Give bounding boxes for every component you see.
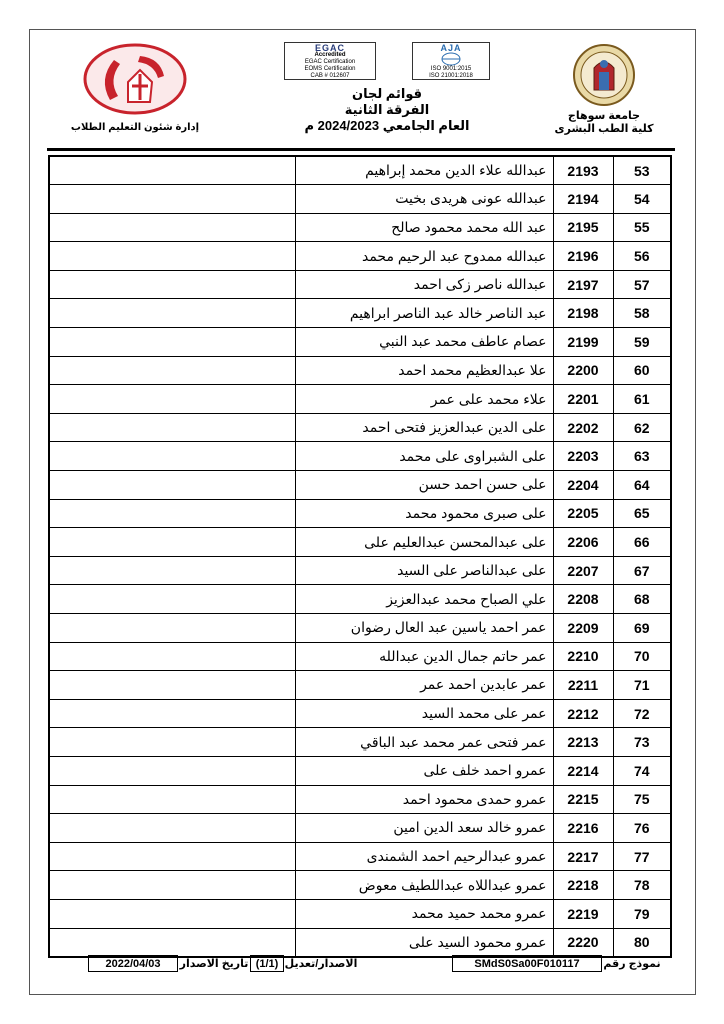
serial-number: 53	[613, 156, 671, 185]
seat-number: 2204	[553, 471, 613, 500]
serial-number: 77	[613, 842, 671, 871]
seat-number: 2194	[553, 185, 613, 214]
serial-number: 71	[613, 671, 671, 700]
table-row	[49, 585, 671, 614]
serial-number: 65	[613, 499, 671, 528]
student-name: على الشبراوى على محمد	[295, 442, 553, 471]
blank-cell	[49, 471, 295, 500]
student-name: عمر فتحى عمر محمد عبد الباقي	[295, 728, 553, 757]
blank-cell	[49, 728, 295, 757]
table-row	[49, 270, 671, 299]
edition-value: (1/1)	[250, 955, 284, 972]
blank-cell	[49, 785, 295, 814]
student-name: علا عبدالعظيم محمد احمد	[295, 356, 553, 385]
header-divider	[47, 148, 675, 151]
department-block	[70, 42, 200, 133]
academic-year: العام الجامعي 2024/2023 م	[304, 118, 470, 133]
table-row	[49, 242, 671, 271]
blank-cell	[49, 871, 295, 900]
student-name: عبدالله ناصر زكى احمد	[295, 270, 553, 299]
committee-list-table	[48, 155, 672, 958]
seat-number: 2219	[553, 899, 613, 928]
seat-number: 2193	[553, 156, 613, 185]
blank-cell	[49, 270, 295, 299]
student-name: عمرو خالد سعد الدين امين	[295, 814, 553, 843]
student-name: عمر احمد ياسين عبد العال رضوان	[295, 614, 553, 643]
table-row	[49, 413, 671, 442]
blank-cell	[49, 328, 295, 357]
table-row	[49, 385, 671, 414]
issue-date-label: تاريخ الاصدار	[179, 958, 249, 970]
table-row	[49, 299, 671, 328]
serial-number: 54	[613, 185, 671, 214]
form-footer	[74, 955, 662, 972]
serial-number: 63	[613, 442, 671, 471]
page-title: قوائم لجان	[351, 86, 423, 101]
blank-cell	[49, 299, 295, 328]
table-row	[49, 328, 671, 357]
student-name: على عبدالناصر على السيد	[295, 556, 553, 585]
faculty-name: كلية الطب البشرى	[554, 123, 654, 135]
table-row	[49, 785, 671, 814]
table-row	[49, 842, 671, 871]
student-name: على عبدالمحسن عبدالعليم على	[295, 528, 553, 557]
student-name: عمر عابدين احمد عمر	[295, 671, 553, 700]
seat-number: 2203	[553, 442, 613, 471]
student-name: على صبرى محمود محمد	[295, 499, 553, 528]
student-name: عبد الناصر خالد عبد الناصر ابراهيم	[295, 299, 553, 328]
blank-cell	[49, 928, 295, 957]
seat-number: 2195	[553, 213, 613, 242]
serial-number: 69	[613, 614, 671, 643]
table-row	[49, 671, 671, 700]
blank-cell	[49, 528, 295, 557]
serial-number: 67	[613, 556, 671, 585]
globe-icon	[413, 52, 489, 66]
seat-number: 2199	[553, 328, 613, 357]
blank-cell	[49, 242, 295, 271]
blank-cell	[49, 413, 295, 442]
table-row	[49, 185, 671, 214]
seat-number: 2209	[553, 614, 613, 643]
table-row	[49, 871, 671, 900]
seat-number: 2217	[553, 842, 613, 871]
student-name: عبدالله ممدوح عبد الرحيم محمد	[295, 242, 553, 271]
seat-number: 2213	[553, 728, 613, 757]
table-row	[49, 499, 671, 528]
seat-number: 2196	[553, 242, 613, 271]
seat-number: 2215	[553, 785, 613, 814]
blank-cell	[49, 499, 295, 528]
blank-cell	[49, 699, 295, 728]
student-name: عمر على محمد السيد	[295, 699, 553, 728]
serial-number: 56	[613, 242, 671, 271]
table-row	[49, 356, 671, 385]
blank-cell	[49, 213, 295, 242]
seat-number: 2218	[553, 871, 613, 900]
seat-number: 2220	[553, 928, 613, 957]
serial-number: 60	[613, 356, 671, 385]
seat-number: 2207	[553, 556, 613, 585]
serial-number: 75	[613, 785, 671, 814]
blank-cell	[49, 842, 295, 871]
blank-cell	[49, 671, 295, 700]
table-row	[49, 614, 671, 643]
seat-number: 2208	[553, 585, 613, 614]
serial-number: 76	[613, 814, 671, 843]
table-row	[49, 471, 671, 500]
university-logo-icon	[572, 42, 636, 108]
student-name: علي الصباح محمد عبدالعزيز	[295, 585, 553, 614]
seat-number: 2216	[553, 814, 613, 843]
serial-number: 72	[613, 699, 671, 728]
department-name: إدارة شئون التعليم الطلاب	[70, 122, 200, 133]
blank-cell	[49, 385, 295, 414]
student-name: عمرو احمد خلف على	[295, 756, 553, 785]
student-name: على الدين عبدالعزيز فتحى احمد	[295, 413, 553, 442]
serial-number: 66	[613, 528, 671, 557]
blank-cell	[49, 756, 295, 785]
table-row	[49, 899, 671, 928]
faculty-logo-icon	[80, 42, 190, 116]
seat-number: 2202	[553, 413, 613, 442]
form-number-label: نموذج رقم	[603, 958, 661, 970]
table-row	[49, 642, 671, 671]
blank-cell	[49, 556, 295, 585]
form-number-value: SMdS0Sa00F010117	[452, 955, 602, 972]
blank-cell	[49, 185, 295, 214]
table-row	[49, 556, 671, 585]
seat-number: 2200	[553, 356, 613, 385]
student-name: عبد الله محمد محمود صالح	[295, 213, 553, 242]
certification-logos	[284, 42, 490, 80]
serial-number: 68	[613, 585, 671, 614]
table-row	[49, 213, 671, 242]
seat-number: 2205	[553, 499, 613, 528]
student-name: عمرو محمد حميد محمد	[295, 899, 553, 928]
serial-number: 62	[613, 413, 671, 442]
serial-number: 80	[613, 928, 671, 957]
blank-cell	[49, 614, 295, 643]
student-name: عمرو عبدالرحيم احمد الشمندى	[295, 842, 553, 871]
edition-label: الاصدار/تعديل	[284, 958, 358, 970]
serial-number: 55	[613, 213, 671, 242]
blank-cell	[49, 585, 295, 614]
title-block	[284, 42, 490, 142]
serial-number: 59	[613, 328, 671, 357]
issue-date-value: 2022/04/03	[88, 955, 178, 972]
seat-number: 2210	[553, 642, 613, 671]
blank-cell	[49, 899, 295, 928]
seat-number: 2212	[553, 699, 613, 728]
university-name: جامعة سوهاج	[567, 110, 641, 122]
student-name: على حسن احمد حسن	[295, 471, 553, 500]
blank-cell	[49, 442, 295, 471]
student-name: عمرو حمدى محمود احمد	[295, 785, 553, 814]
serial-number: 64	[613, 471, 671, 500]
serial-number: 58	[613, 299, 671, 328]
student-name: عمر حاتم جمال الدين عبدالله	[295, 642, 553, 671]
table-row	[49, 756, 671, 785]
serial-number: 61	[613, 385, 671, 414]
serial-number: 78	[613, 871, 671, 900]
year-level: الفرقة الثانية	[344, 102, 430, 117]
seat-number: 2214	[553, 756, 613, 785]
serial-number: 70	[613, 642, 671, 671]
blank-cell	[49, 156, 295, 185]
table-row	[49, 156, 671, 185]
seat-number: 2206	[553, 528, 613, 557]
student-name: علاء محمد على عمر	[295, 385, 553, 414]
table-row	[49, 699, 671, 728]
university-block	[552, 42, 656, 136]
table-row	[49, 928, 671, 957]
seat-number: 2201	[553, 385, 613, 414]
table-row	[49, 728, 671, 757]
egac-certification-logo: EGAC Accredited EGAC Certification EOMS Certification CAB # 012607	[284, 42, 376, 80]
serial-number: 74	[613, 756, 671, 785]
seat-number: 2197	[553, 270, 613, 299]
blank-cell	[49, 642, 295, 671]
table-row	[49, 528, 671, 557]
student-name: عبدالله علاء الدين محمد إبراهيم	[295, 156, 553, 185]
blank-cell	[49, 356, 295, 385]
aja-certification-logo: AJA ISO 9001:2015 ISO 21001:2018	[412, 42, 490, 80]
serial-number: 79	[613, 899, 671, 928]
serial-number: 73	[613, 728, 671, 757]
student-name: عصام عاطف محمد عبد النبي	[295, 328, 553, 357]
serial-number: 57	[613, 270, 671, 299]
student-name: عبدالله عونى هريدى بخيت	[295, 185, 553, 214]
seat-number: 2198	[553, 299, 613, 328]
table-row	[49, 442, 671, 471]
blank-cell	[49, 814, 295, 843]
table-row	[49, 814, 671, 843]
student-name: عمرو محمود السيد على	[295, 928, 553, 957]
seat-number: 2211	[553, 671, 613, 700]
student-name: عمرو عبداللاه عبداللطيف معوض	[295, 871, 553, 900]
